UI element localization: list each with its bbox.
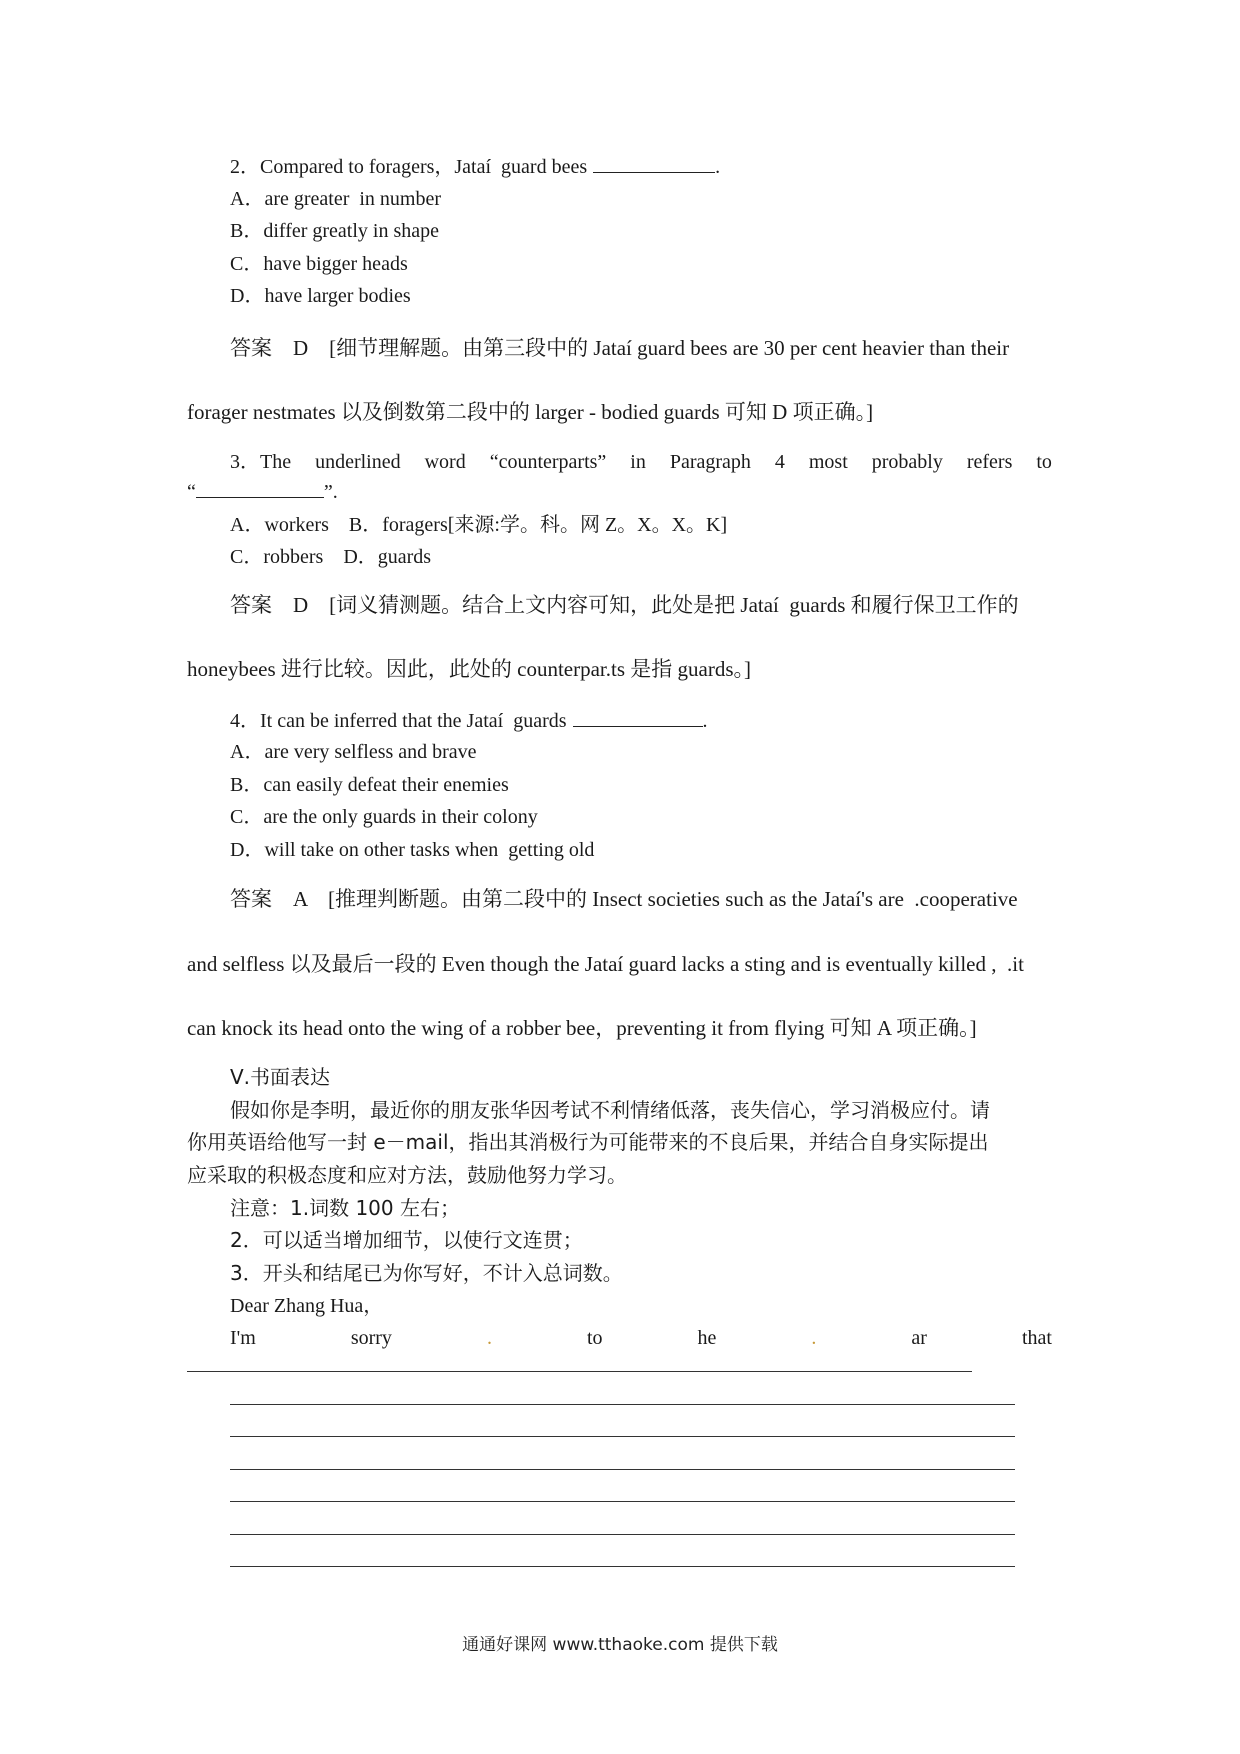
writing-note-1: 注意：1.词数 100 左右；	[230, 1196, 460, 1220]
q4-answer-line-1: 答案 A [推理判断题。由第二段中的 Insect societies such as the Jataí's are .cooperative	[230, 887, 1018, 911]
question-3-stem: 3．The underlined word “counterparts” in Paragraph 4 most probably refers to	[230, 451, 1052, 473]
q2-answer-line-1: 答案 D [细节理解题。由第三段中的 Jataí guard bees are 30 per cent heavier than their	[230, 336, 1010, 360]
writing-line[interactable]	[230, 1436, 1015, 1437]
writing-section-heading: Ⅴ.书面表达	[230, 1065, 331, 1089]
q2-answer-line-2: forager nestmates 以及倒数第二段中的 larger - bodied guards 可知 D 项正确。]	[187, 400, 874, 424]
writing-line[interactable]	[230, 1404, 1015, 1405]
writing-line[interactable]	[230, 1501, 1015, 1502]
q4-option-b: B．can easily defeat their enemies	[230, 774, 509, 796]
writing-note-2: 2．可以适当增加细节，以使行文连贯；	[230, 1228, 583, 1252]
q3-answer-line-2: honeybees 进行比较。因此，此处的 counterpar.ts 是指 guards。]	[187, 657, 751, 681]
writing-line[interactable]	[230, 1469, 1015, 1470]
letter-opening-line: I'm sorry . to he . ar that	[230, 1327, 1052, 1349]
q4-option-c: C．are the only guards in their colony	[230, 806, 538, 828]
q2-option-c: C．have bigger heads	[230, 253, 408, 275]
question-4-stem: 4．It can be inferred that the Jataí guards .	[230, 710, 708, 732]
letter-salutation: Dear Zhang Hua，	[230, 1295, 384, 1317]
q4-answer-line-3: can knock its head onto the wing of a robber bee，preventing it from flying 可知 A 项正确。]	[187, 1016, 977, 1040]
q2-option-d: D．have larger bodies	[230, 285, 411, 307]
writing-prompt-line-1: 假如你是李明，最近你的朋友张华因考试不利情绪低落，丧失信心，学习消极应付。请	[230, 1098, 990, 1122]
writing-note-3: 3．开头和结尾已为你写好，不计入总词数。	[230, 1261, 623, 1285]
q3-options-row-2: C．robbers D．guards	[230, 546, 432, 568]
q2-option-b: B．differ greatly in shape	[230, 220, 440, 242]
q4-option-a: A．are very selfless and brave	[230, 741, 477, 763]
q2-option-a: A．are greater in number	[230, 188, 442, 210]
q4-answer-line-2: and selfless 以及最后一段的 Even though the Jataí guard lacks a sting and is eventually killed , .it	[187, 952, 1024, 976]
page-footer: 通通好课网 www.tthaoke.com 提供下载	[462, 1635, 778, 1655]
question-2-stem: 2．Compared to foragers，Jataí guard bees .	[230, 156, 721, 178]
q3-options-row-1: A．workers B．foragers[来源:学。科。网 Z。X。X。K]	[230, 514, 728, 536]
writing-prompt-line-3: 应采取的积极态度和应对方法，鼓励他努力学习。	[187, 1163, 627, 1187]
q4-option-d: D．will take on other tasks when getting old	[230, 839, 595, 861]
writing-line[interactable]	[230, 1534, 1015, 1535]
writing-prompt-line-2: 你用英语给他写一封 e－mail，指出其消极行为可能带来的不良后果，并结合自身实际提出	[187, 1130, 989, 1154]
question-3-blank-line: “ ”.	[187, 481, 338, 503]
writing-line[interactable]	[230, 1566, 1015, 1567]
writing-line[interactable]	[187, 1371, 972, 1372]
q3-answer-line-1: 答案 D [词义猜测题。结合上文内容可知，此处是把 Jataí guards 和履行保卫工作的	[230, 593, 1019, 617]
